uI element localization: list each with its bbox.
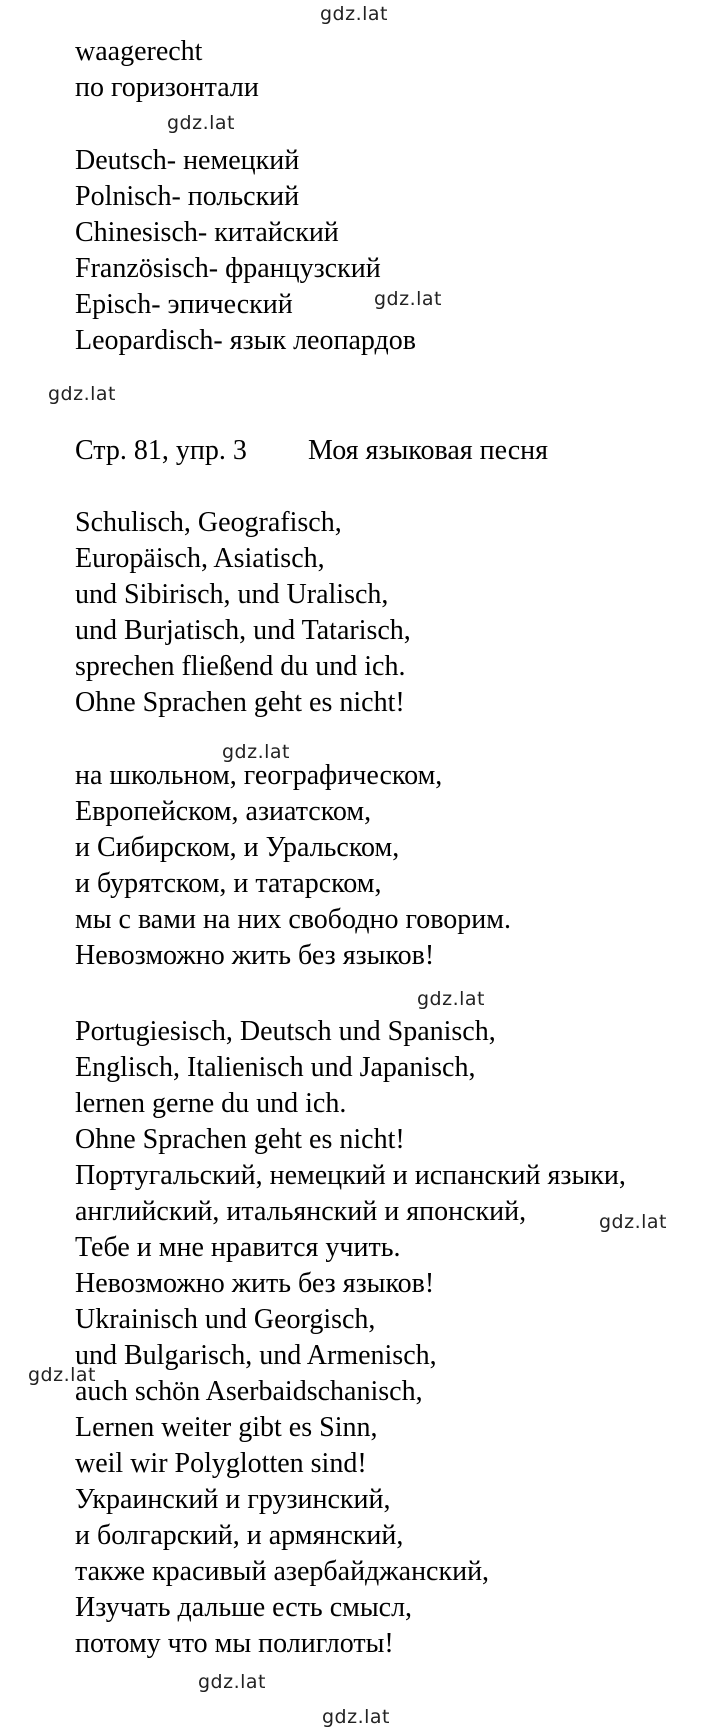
poem-line: und Bulgarisch, und Armenisch, [75,1340,437,1371]
poem-line: и Сибирском, и Уральском, [75,832,400,863]
poem-line: weil wir Polyglotten sind! [75,1448,367,1479]
vocab-item: Chinesisch- китайский [75,217,339,248]
poem-line: Португальский, немецкий и испанский языки, [75,1160,626,1191]
poem-line: und Burjatisch, und Tatarisch, [75,615,411,646]
poem-line: Невозможно жить без языков! [75,1268,435,1299]
watermark: gdz.lat [374,288,443,310]
watermark: gdz.lat [322,1706,391,1728]
poem-line: Ohne Sprachen geht es nicht! [75,687,405,718]
vocab-header-german: waagerecht [75,36,203,67]
poem-line: Europäisch, Asiatisch, [75,543,325,574]
poem-line: на школьном, географическом, [75,760,443,791]
exercise-ref: Стр. 81, упр. 3 [75,435,247,466]
poem-line: sprechen fließend du und ich. [75,651,406,682]
poem-line: также красивый азербайджанский, [75,1556,490,1587]
vocab-item: Polnisch- польский [75,181,300,212]
poem-line: и бурятском, и татарском, [75,868,382,899]
watermark: gdz.lat [48,383,117,405]
vocab-item: Deutsch- немецкий [75,145,300,176]
watermark: gdz.lat [222,741,291,763]
vocab-item: Französisch- французский [75,253,381,284]
vocab-header-russian: по горизонтали [75,72,259,103]
watermark: gdz.lat [28,1364,97,1386]
poem-line: Englisch, Italienisch und Japanisch, [75,1052,476,1083]
poem-line: und Sibirisch, und Uralisch, [75,579,389,610]
poem-line: Тебе и мне нравится учить. [75,1232,401,1263]
poem-line: потому что мы полиглоты! [75,1628,394,1659]
poem-line: Portugiesisch, Deutsch und Spanisch, [75,1016,496,1047]
watermark: gdz.lat [320,3,389,25]
poem-line: Ukrainisch und Georgisch, [75,1304,376,1335]
watermark: gdz.lat [167,112,236,134]
poem-line: мы с вами на них свободно говорим. [75,904,511,935]
poem-line: Европейском, азиатском, [75,796,372,827]
poem-line: auch schön Aserbaidschanisch, [75,1376,423,1407]
watermark: gdz.lat [417,988,486,1010]
poem-line: и болгарский, и армянский, [75,1520,404,1551]
watermark: gdz.lat [599,1211,668,1233]
poem-line: lernen gerne du und ich. [75,1088,347,1119]
vocab-item: Leopardisch- язык леопардов [75,325,416,356]
poem-line: английский, итальянский и японский, [75,1196,527,1227]
poem-line: Невозможно жить без языков! [75,940,435,971]
poem-line: Украинский и грузинский, [75,1484,391,1515]
watermark: gdz.lat [198,1671,267,1693]
poem-line: Lernen weiter gibt es Sinn, [75,1412,378,1443]
exercise-title: Моя языковая песня [308,435,549,466]
poem-line: Schulisch, Geografisch, [75,507,342,538]
vocab-item: Episch- эпический [75,289,293,320]
poem-line: Ohne Sprachen geht es nicht! [75,1124,405,1155]
poem-line: Изучать дальше есть смысл, [75,1592,413,1623]
